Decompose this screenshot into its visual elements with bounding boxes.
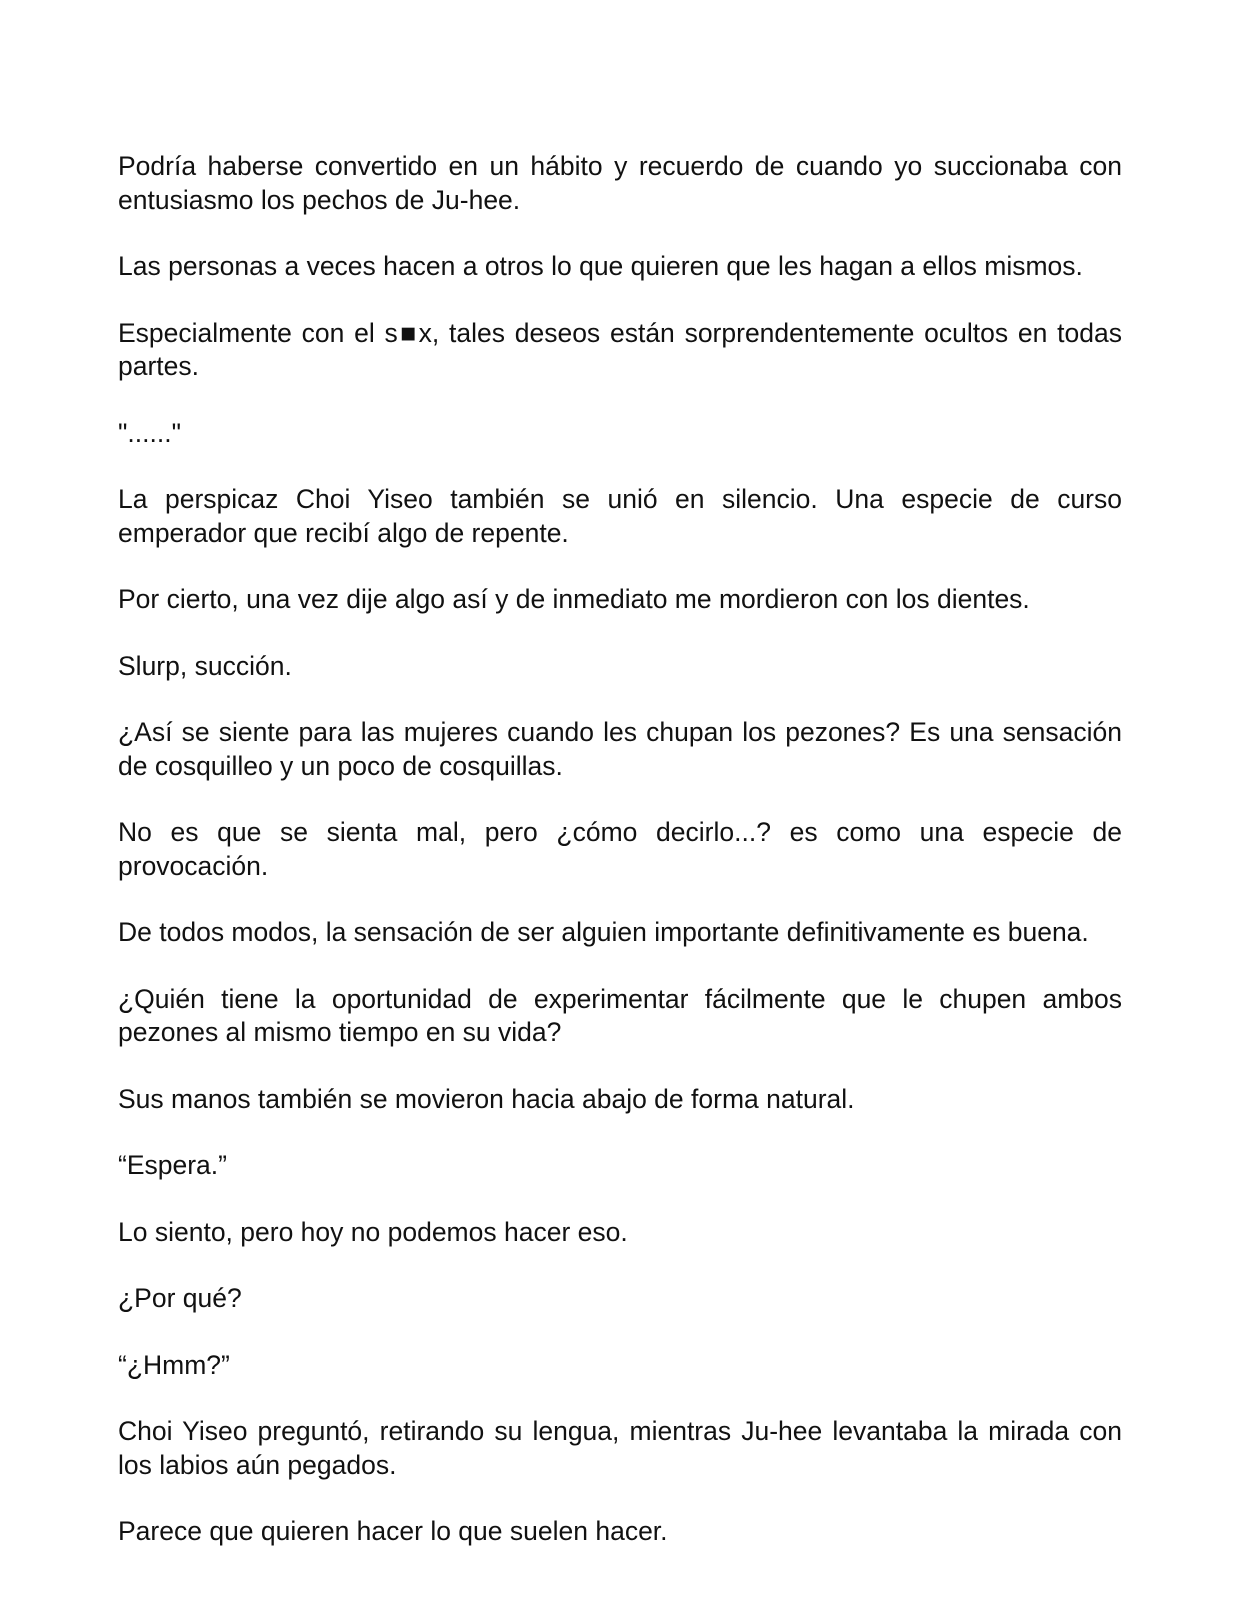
paragraph: "......" — [118, 417, 181, 448]
paragraph: ¿Así se siente para las mujeres cuando les chupan los pezones? Es una sensación de cosquilleo y un poco de cosquillas. — [118, 717, 1122, 781]
paragraph: Por cierto, una vez dije algo así y de inmediato me mordieron con los dientes. — [118, 584, 1030, 614]
body-text — [118, 150, 1122, 1582]
paragraph: Choi Yiseo preguntó, retirando su lengua, mientras Ju-hee levantaba la mirada con los labios aún pegados. — [118, 1416, 1122, 1480]
paragraph: Especialmente con el s■x, tales deseos están sorprendentemente ocultos en todas partes. — [118, 317, 1122, 381]
paragraph: De todos modos, la sensación de ser alguien importante definitivamente es buena. — [118, 917, 1089, 947]
paragraph: “Espera.” — [118, 1150, 227, 1180]
paragraph: Las personas a veces hacen a otros lo que quieren que les hagan a ellos mismos. — [118, 251, 1083, 281]
paragraph: Sus manos también se movieron hacia abajo de forma natural. — [118, 1083, 855, 1114]
paragraph: ¿Quién tiene la oportunidad de experimentar fácilmente que le chupen ambos pezones al mismo tiempo en su vida? — [118, 983, 1122, 1047]
paragraph: No es que se sienta mal, pero ¿cómo decirlo...? es como una especie de provocación. — [118, 817, 1122, 881]
paragraph: Podría haberse convertido en un hábito y recuerdo de cuando yo succionaba con entusiasmo los pechos de Ju-hee. — [118, 151, 1122, 215]
paragraph: Lo siento, pero hoy no podemos hacer eso. — [118, 1216, 628, 1247]
paragraph: ¿Por qué? — [118, 1283, 242, 1313]
paragraph: Parece que quieren hacer lo que suelen hacer. — [118, 1516, 668, 1546]
paragraph: Slurp, succión. — [118, 650, 292, 681]
paragraph: “¿Hmm?” — [118, 1349, 230, 1380]
paragraph: La perspicaz Choi Yiseo también se unió en silencio. Una especie de curso emperador que recibí algo de repente. — [118, 484, 1122, 548]
